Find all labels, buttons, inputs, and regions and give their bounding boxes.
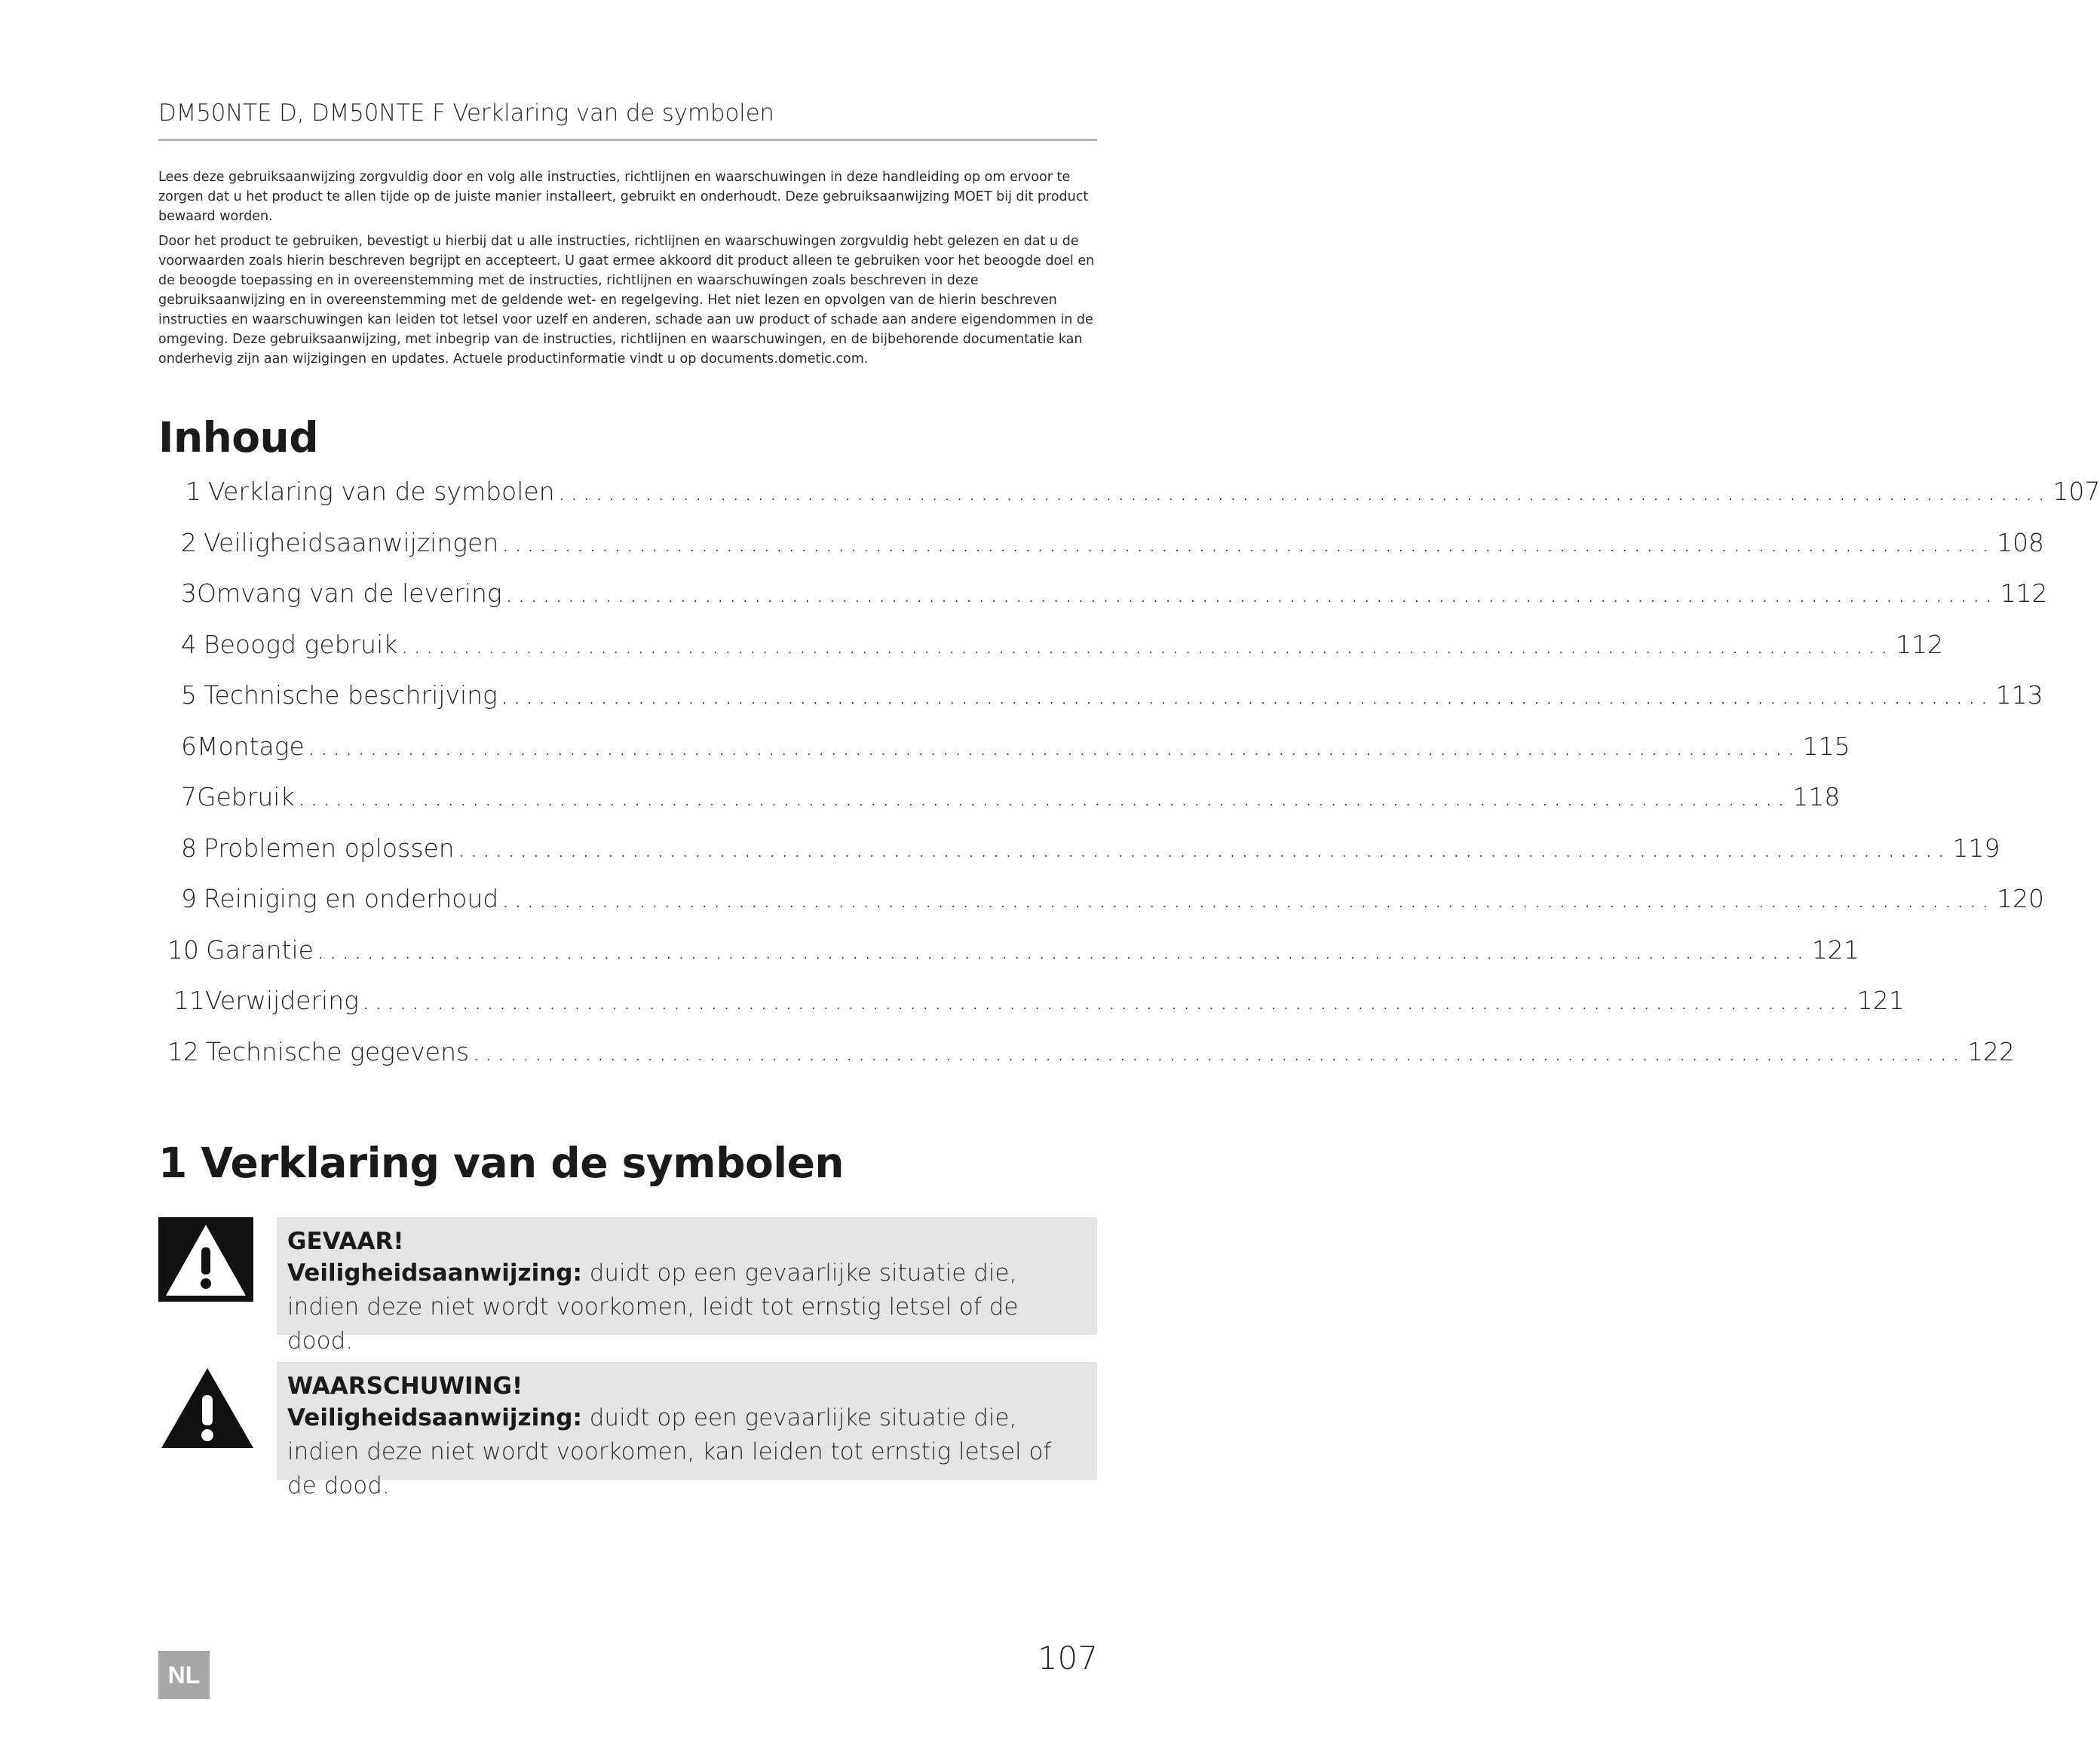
toc-item-leader: ........................................................................................................................ <box>504 578 1997 608</box>
toc-item-leader: ........................................................................................................................ <box>316 935 1809 965</box>
toc-item-number: 10 <box>167 935 199 965</box>
toc-item-title: Montage <box>197 732 305 761</box>
toc-item-number: 8 <box>181 833 197 863</box>
toc-item-page: 118 <box>1792 782 1841 811</box>
toc-item-title: Beoogd gebruik <box>204 630 398 659</box>
toc-item-number: 11 <box>173 986 205 1015</box>
toc-item-page: 120 <box>1996 884 2044 913</box>
page-header-title: DM50NTE D, DM50NTE F Verklaring van de symbolen <box>158 100 774 127</box>
toc-item-page: 113 <box>1995 680 2043 710</box>
toc-item-leader: ........................................................................................................................ <box>457 833 1950 863</box>
toc-item[interactable] <box>185 477 2100 522</box>
toc-item-page: 112 <box>1896 630 1944 659</box>
toc-item-number: 9 <box>181 884 197 913</box>
warning-notice-box <box>277 1362 1097 1499</box>
toc-item-number: 5 <box>181 680 197 710</box>
toc-item-page: 122 <box>1967 1037 2015 1066</box>
toc-item-title: Reiniging en onderhoud <box>204 884 499 913</box>
intro-paragraph-1: Lees deze gebruiksaanwijzing zorgvuldig door en volg alle instructies, richtlijnen en waarschuwingen in deze handleiding op om ervoor te zorgen dat u het product te allen tijde op de juiste manier installeert, gebruikt en onderhoudt. Deze gebruiksaanwijzing MOET bij dit product bewaard worden. <box>158 170 1089 224</box>
toc-item-title: Verwijdering <box>205 986 359 1015</box>
toc-item[interactable] <box>181 782 1841 827</box>
toc-item-page: 121 <box>1856 986 1905 1015</box>
intro-paragraph-2: Door het product te gebruiken, bevestigt u hierbij dat u alle instructies, richtlijnen en waarschuwingen zorgvuldig hebt gelezen en dat u de voorwaarden zoals hierin beschreven begrijpt en accepteert. U gaat ermee akkoord dit product alleen te gebruiken voor het beoogde doel en de beoogde toepassing en in overeenstemming met de instructies, richtlijnen en waarschuwingen zoals beschreven in deze gebruiksaanwijzing en in overeenstemming met de geldende wet- en regelgeving. Het niet lezen en opvolgen van de hierin beschreven instructies en waarschuwingen kan leiden tot letsel voor uzelf en anderen, schade aan uw product of schade aan andere eigendommen in de omgeving. Deze gebruiksaanwijzing, met inbegrip van de instructies, richtlijnen en waarschuwingen, en de bijbehorende documentatie kan onderhevig zijn aan wijzigingen en updates. Actuele productinformatie vindt u op documents.dometic.com. <box>158 234 1095 367</box>
toc-item[interactable] <box>181 630 1944 675</box>
toc-item-title: Gebruik <box>197 782 295 811</box>
section-1-heading: 1 Verklaring van de symbolen <box>158 1139 845 1187</box>
toc-item-title: Problemen oplossen <box>204 833 455 863</box>
toc-item-page: 112 <box>2000 578 2048 608</box>
toc-item-leader: ........................................................................................................................ <box>501 884 1994 913</box>
language-badge: NL <box>158 1651 210 1699</box>
toc-item-page: 108 <box>1997 528 2045 557</box>
toc-item[interactable] <box>181 833 2000 879</box>
toc-item-title: Omvang van de levering <box>197 578 502 608</box>
toc-item-number: 7 <box>181 782 197 811</box>
danger-notice-box <box>277 1217 1097 1354</box>
toc-item-title: Garantie <box>206 935 314 965</box>
toc-item[interactable] <box>181 578 2048 624</box>
danger-notice-label: Veiligheidsaanwijzing: <box>287 1259 582 1287</box>
warning-triangle-icon <box>158 1217 253 1302</box>
warning-notice-body: duidt op een gevaarlijke situatie die, indien deze niet wordt voorkomen, kan leiden tot ernstig letsel of de dood. <box>287 1404 1052 1499</box>
toc-item-leader: ........................................................................................................................ <box>557 477 2050 506</box>
warning-notice <box>158 1362 1097 1499</box>
toc-item-leader: ........................................................................................................................ <box>500 680 1993 710</box>
toc-item-number: 3 <box>181 578 197 608</box>
toc-item-page: 121 <box>1811 935 1859 965</box>
toc-item-page: 107 <box>2052 477 2100 506</box>
toc-item-leader: ........................................................................................................................ <box>297 782 1790 811</box>
toc-item-number: 4 <box>181 630 197 659</box>
danger-notice-text <box>287 1256 1087 1358</box>
page-header <box>158 100 1097 141</box>
toc-item-title: Veiligheidsaanwijzingen <box>204 528 499 557</box>
toc-item-leader: ........................................................................................................................ <box>501 528 1994 557</box>
warning-notice-text <box>287 1401 1087 1503</box>
warning-notice-label: Veiligheidsaanwijzing: <box>287 1404 582 1431</box>
toc-item-title: Technische gegevens <box>206 1037 470 1066</box>
danger-notice <box>158 1217 1097 1354</box>
toc-item-leader: ........................................................................................................................ <box>307 732 1800 761</box>
danger-notice-body: duidt op een gevaarlijke situatie die, indien deze niet wordt voorkomen, leidt tot ernstig letsel of de dood. <box>287 1259 1019 1354</box>
toc-item[interactable] <box>181 732 1850 777</box>
toc-item-leader: ........................................................................................................................ <box>400 630 1893 659</box>
toc-item[interactable] <box>167 1037 2015 1082</box>
toc-heading: Inhoud <box>158 413 319 462</box>
toc-item[interactable] <box>181 884 2044 929</box>
warning-notice-title: WAARSCHUWING! <box>287 1373 523 1400</box>
toc-item-leader: ........................................................................................................................ <box>361 986 1854 1015</box>
toc-item[interactable] <box>173 986 1905 1031</box>
toc-item-leader: ........................................................................................................................ <box>472 1037 1964 1066</box>
toc-item-number: 12 <box>167 1037 199 1066</box>
danger-notice-title: GEVAAR! <box>287 1228 404 1255</box>
toc-item-page: 119 <box>1952 833 2000 863</box>
toc-item[interactable] <box>181 680 2043 726</box>
warning-triangle-icon <box>158 1362 256 1451</box>
toc-item-title: Technische beschrijving <box>204 680 498 710</box>
toc-item-title: Verklaring van de symbolen <box>208 477 555 506</box>
toc-item-number: 2 <box>181 528 197 557</box>
toc-item[interactable] <box>167 935 1859 980</box>
page-number: 107 <box>1037 1640 1098 1677</box>
toc-item-number: 6 <box>181 732 197 761</box>
intro-text <box>158 167 1097 374</box>
toc-item-page: 115 <box>1802 732 1850 761</box>
toc-item[interactable] <box>181 528 2045 573</box>
toc-item-number: 1 <box>185 477 201 506</box>
